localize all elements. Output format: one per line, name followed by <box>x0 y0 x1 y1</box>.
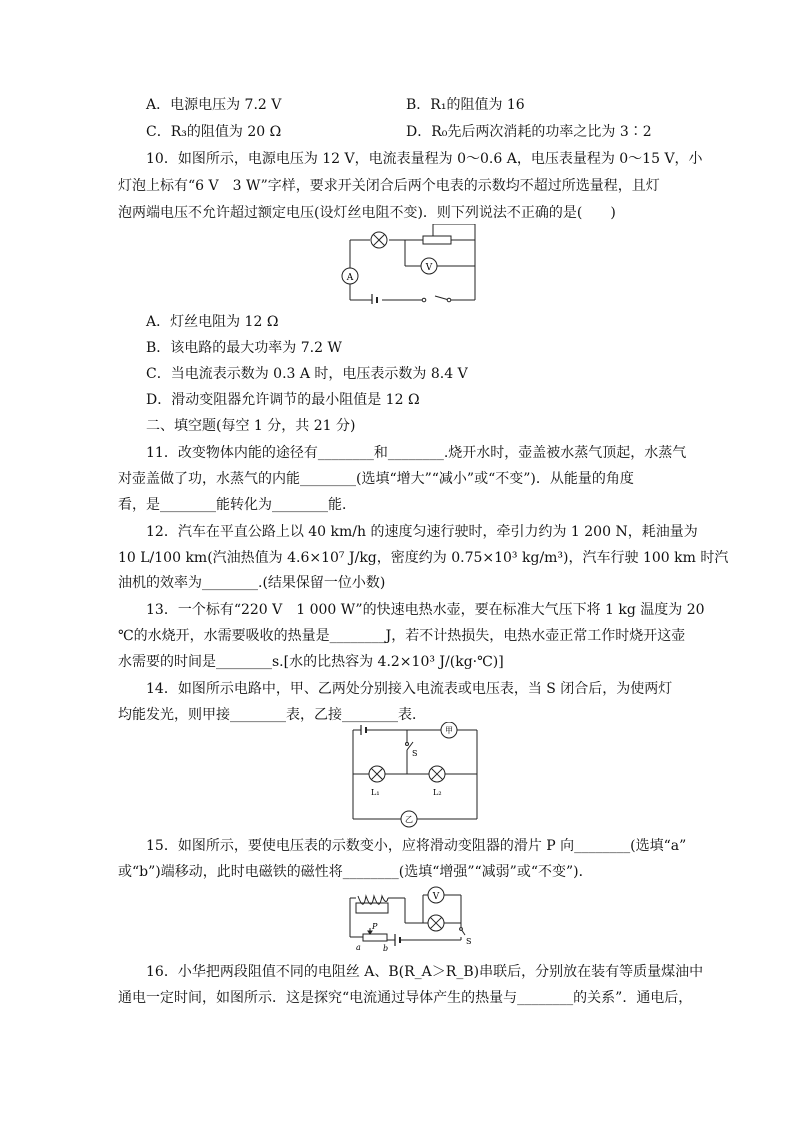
q16-stem-line1: 16．小华把两段阻值不同的电阻丝 A、B(R_A＞R_B)串联后，分别放在装有等质量煤油中 <box>146 964 704 980</box>
section-title: 二、填空题(每空 1 分，共 21 分) <box>146 418 356 434</box>
q10-stem-line1: 10．如图所示，电源电压为 12 V，电流表量程为 0～0.6 A，电压表量程为 0～15 V，小 <box>146 151 703 167</box>
q10-option-b: B．该电路的最大功率为 7.2 W <box>146 340 342 356</box>
q14-yi-label: 乙 <box>405 815 413 824</box>
q14-circuit-figure <box>345 722 485 828</box>
q13-stem-line3: 水需要的时间是________s.[水的比热容为 4.2×10³ J/(kg·℃)] <box>118 654 504 670</box>
q10-stem-line2: 灯泡上标有“6 V 3 W”字样，要求开关闭合后两个电表的示数均不超过所选量程，且灯 <box>118 178 660 194</box>
q10-voltmeter-label: V <box>425 263 433 273</box>
q14-switch-label: S <box>412 749 418 758</box>
q11-stem-line3: 看，是________能转化为________能． <box>118 497 356 513</box>
q9-option-d: D．R₀先后两次消耗的功率之比为 3∶2 <box>406 124 652 140</box>
q10-circuit-figure <box>325 224 490 304</box>
q10-ammeter-label: A <box>346 273 354 283</box>
q15-stem-line1: 15．如图所示，要使电压表的示数变小，应将滑动变阻器的滑片 P 向________(选填“a” <box>146 838 687 854</box>
q13-stem-line1: 13．一个标有“220 V 1 000 W”的快速电热水壶，要在标准大气压下将 1 kg 温度为 20 <box>146 602 705 618</box>
q9-option-a: A．电源电压为 7.2 V <box>146 97 282 113</box>
q15-slider-label: P <box>372 922 378 931</box>
q13-stem-line2: ℃的水烧开，水需要吸收的热量是________J，若不计热损失，电热水壶正常工作时烧开这壶 <box>118 628 686 644</box>
q16-stem-line2: 通电一定时间，如图所示．这是探究“电流通过导体产生的热量与________的关系”．通电后， <box>118 990 693 1006</box>
q14-stem-line1: 14．如图所示电路中，甲、乙两处分别接入电流表或电压表，当 S 闭合后，为使两灯 <box>146 681 673 697</box>
q10-option-a: A．灯丝电阻为 12 Ω <box>146 314 279 330</box>
q10-option-d: D．滑动变阻器允许调节的最小阻值是 12 Ω <box>146 392 420 408</box>
q14-l2-label: L₂ <box>433 788 442 797</box>
q14-jia-label: 甲 <box>445 726 453 735</box>
q15-end-b-label: b <box>383 944 389 953</box>
q10-stem-line3: 泡两端电压不允许超过额定电压(设灯丝电阻不变)．则下列说法不正确的是( ) <box>118 205 616 221</box>
q15-end-a-label: a <box>356 943 361 952</box>
q15-stem-line2: 或“b”)端移动，此时电磁铁的磁性将________(选填“增强”“减弱”或“不变”)． <box>118 864 593 880</box>
q12-stem-line3: 油机的效率为________.(结果保留一位小数) <box>118 575 386 591</box>
q12-stem-line1: 12．汽车在平直公路上以 40 km/h 的速度匀速行驶时，牵引力约为 1 200 N，耗油量为 <box>146 524 698 540</box>
q15-circuit-figure <box>345 883 480 955</box>
q9-option-c: C．R₃的阻值为 20 Ω <box>146 124 282 140</box>
q10-option-c: C．当电流表示数为 0.3 A 时，电压表示数为 8.4 V <box>146 366 468 382</box>
q9-option-b: B．R₁的阻值为 16 <box>406 97 525 113</box>
q12-stem-line2: 10 L/100 km(汽油热值为 4.6×10⁷ J/kg，密度约为 0.75×10³ kg/m³)，汽车行驶 100 km 时汽 <box>118 550 729 566</box>
q15-voltmeter-label: V <box>432 892 440 902</box>
q11-stem-line2: 对壶盖做了功，水蒸气的内能________(选填“增大”“减小”或“不变”)．从能量的角度 <box>118 471 634 487</box>
q11-stem-line1: 11．改变物体内能的途径有________和________.烧开水时，壶盖被水蒸气顶起，水蒸气 <box>146 445 687 461</box>
q14-stem-line2: 均能发光，则甲接________表，乙接________表． <box>118 707 426 723</box>
q14-l1-label: L₁ <box>371 788 380 797</box>
q15-switch-label: S <box>466 937 472 946</box>
